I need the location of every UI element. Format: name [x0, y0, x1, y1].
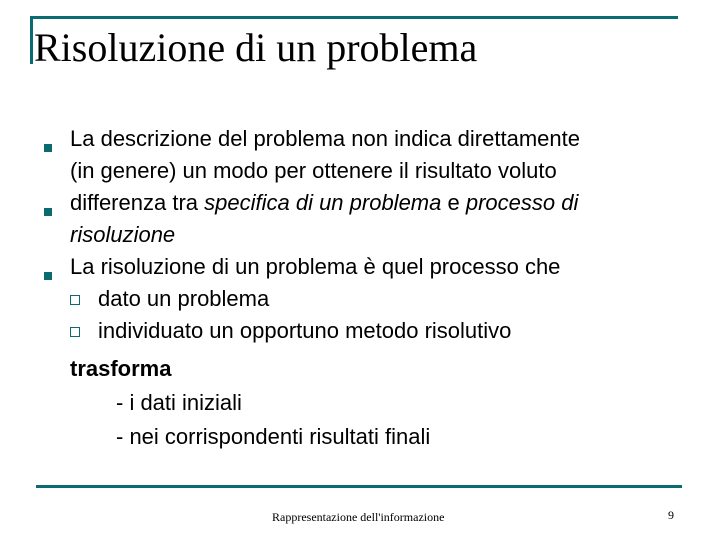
bullet-2-line-1 [70, 188, 578, 218]
bullet-2-emphasis-specifica: specifica di un problema [204, 190, 442, 215]
step-1: - i dati iniziali [116, 390, 242, 415]
footer-rule [36, 485, 682, 488]
bullet-square-icon [44, 144, 52, 152]
subbullet-box-icon [70, 327, 80, 337]
bullet-2-emphasis-processo: processo di [465, 190, 579, 215]
bullet-square-icon [44, 208, 52, 216]
bullet-2-line-2 [70, 220, 175, 250]
bullet-3-line-1: La risoluzione di un problema è quel processo che [70, 254, 561, 279]
page-number: 9 [668, 508, 674, 522]
slide-title: Risoluzione di un problema [34, 25, 478, 70]
bullet-3-verb: trasforma [70, 356, 172, 381]
title-frame-left-rule [30, 16, 33, 64]
title-frame-top-rule [30, 16, 678, 19]
footer-text: Rappresentazione dell'informazione [272, 510, 445, 524]
subbullet-box-icon [70, 295, 80, 305]
bullet-2-conjunction: e [441, 190, 466, 215]
bullet-2-prefix: differenza tra [70, 190, 205, 215]
bullet-1-line-1: La descrizione del problema non indica direttamente [70, 126, 580, 151]
step-2: - nei corrispondenti risultati finali [116, 424, 431, 449]
bullet-1-line-2: (in genere) un modo per ottenere il risultato voluto [70, 158, 557, 183]
subitem-1: dato un problema [98, 286, 270, 311]
subitem-2: individuato un opportuno metodo risolutivo [98, 318, 512, 343]
bullet-2-emphasis-risoluzione: risoluzione [70, 222, 176, 247]
bullet-square-icon [44, 272, 52, 280]
